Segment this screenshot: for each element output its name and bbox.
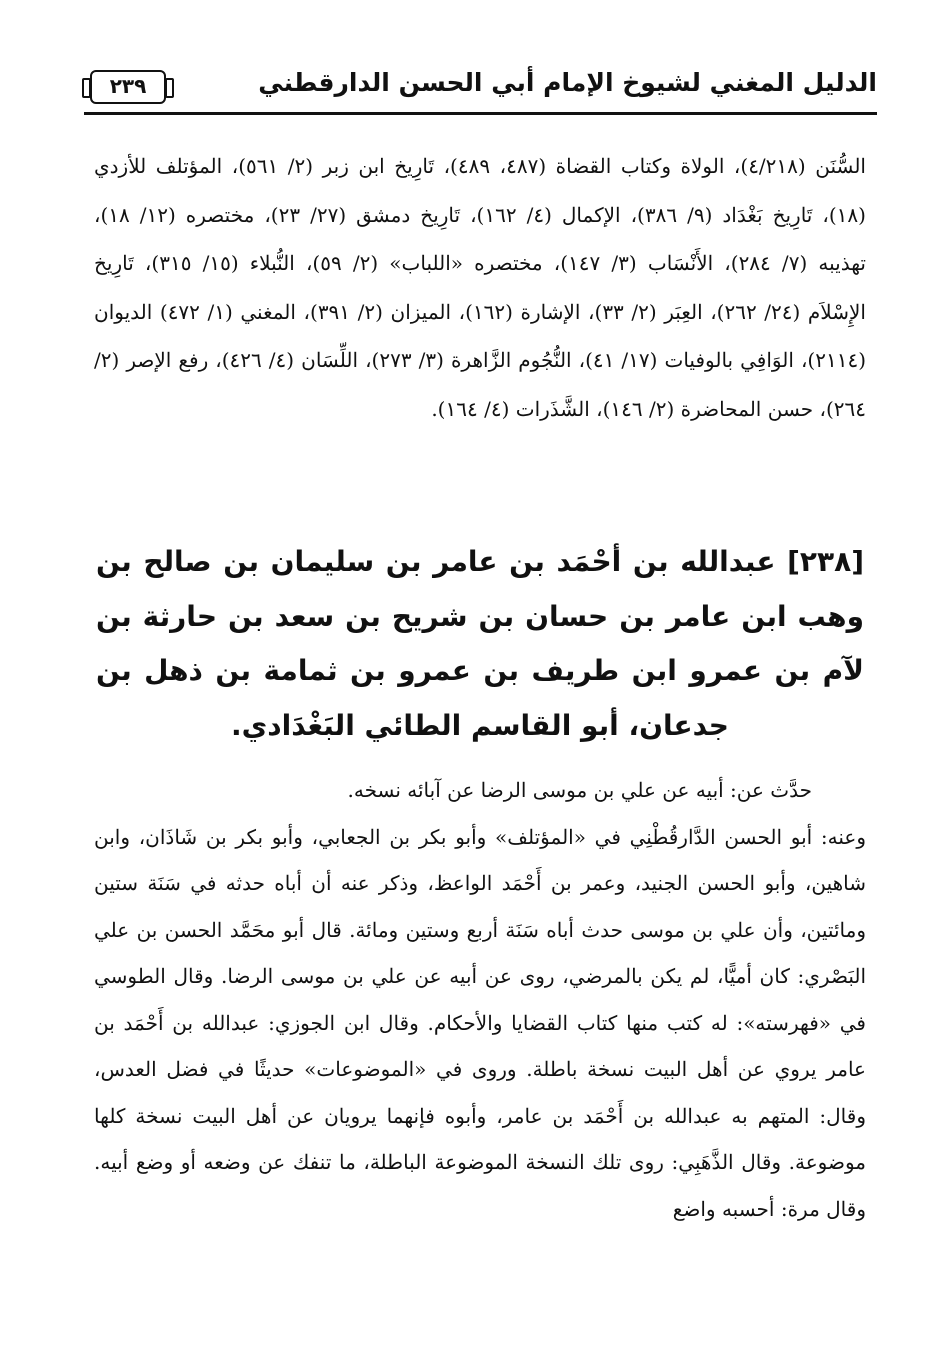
sources-text: السُّنَن (٤/٢١٨)، الولاة وكتاب القضاة (٤٨٧، ٤٨٩)، تَارِيخ ابن زبر (٢/ ٥٦١)، المؤتلف للأزدي (١٨)، تَارِيخ بَغْدَاد (٩/ ٣٨٦)، الإكمال (٤/ ١٦٢)، تَارِيخ دمشق (٢٧/ ٢٣)، مختصره (١٢/ ١٨)، تهذيبه (٧/ ٢٨٤)، الأَنْسَاب (٣/ ١٤٧)، مختصره «اللباب» (٢/ ٥٩)، النُّبلاء (١٥/ ٣١٥)، تَارِيخ الإِسْلاَم (٢٤/ ٢٦٢)، العِبَر (٢/ ٣٣)، الإشارة (١٦٢)، الميزان (٢/ ٣٩١)، المغني (١/ ٤٧٢) الديوان (٢١١٤)، الوَافِي بالوفيات (١٧/ ٤١)، النُّجُوم الزَّاهرة (٣/ ٢٧٣)، اللِّسَان (٤/ ٤٢٦)، رفع الإصر (٢/ ٢٦٤)، حسن المحاضرة (٢/ ١٤٦)، الشَّذَرات (٤/ ١٦٤).	[94, 154, 866, 421]
entry-heading: [٢٣٨] عبدالله بن أحْمَد بن عامر بن سليمان بن صالح بن وهب ابن عامر بن حسان بن شريح بن سعد بن حارثة بن لآم بن عمرو ابن طريف بن عمرو بن ثمامة بن ذهل بن جدعان، أبو القاسم الطائي البَغْدَادي.	[96, 545, 864, 742]
page-number-frame	[90, 70, 166, 104]
page-number: ٢٣٩	[109, 74, 147, 98]
sources-paragraph	[94, 142, 866, 434]
running-title: الدليل المغني لشيوخ الإمام أبي الحسن الدارقطني	[258, 68, 877, 97]
narrated-from-paragraph: حدَّث عن: أبيه عن علي بن موسى الرضا عن آبائه نسخه.	[347, 778, 812, 802]
page-header	[84, 62, 877, 115]
students-paragraph: وعنه: أبو الحسن الدَّارقُطْنِي في «المؤتلف» وأبو بكر بن الجعابي، وأبو بكر بن شَاذَان، وابن شاهين، وأبو الحسن الجنيد، وعمر بن أَحْمَد الواعظ، وذكر عنه أن أباه حدثه في سَنَة ستين ومائتين، وأن علي بن موسى حدث أباه سَنَة أربع وستين ومائة. قال أبو محَمَّد الحسن بن علي البَصْري: كان أميًّا، لم يكن بالمرضي، روى عن أبيه عن علي بن موسى الرضا. وقال الطوسي في «فهرسته»: له كتب منها كتاب القضايا والأحكام. وقال ابن الجوزي: عبدالله بن أَحْمَد بن عامر يروي عن أهل البيت نسخة باطلة. وروى في «الموضوعات» حديثًا في فضل العدس، وقال: المتهم به عبدالله بن أَحْمَد بن عامر، وأبوه فإنهما يرويان عن أهل البيت نسخة كلها موضوعة. وقال الذَّهَبِي: روى تلك النسخة الموضوعة الباطلة، ما تنفك عن وضعه أو وضع أبيه. وقال مرة: أحسبه واضع	[94, 824, 867, 1221]
entry-body	[94, 767, 866, 1232]
